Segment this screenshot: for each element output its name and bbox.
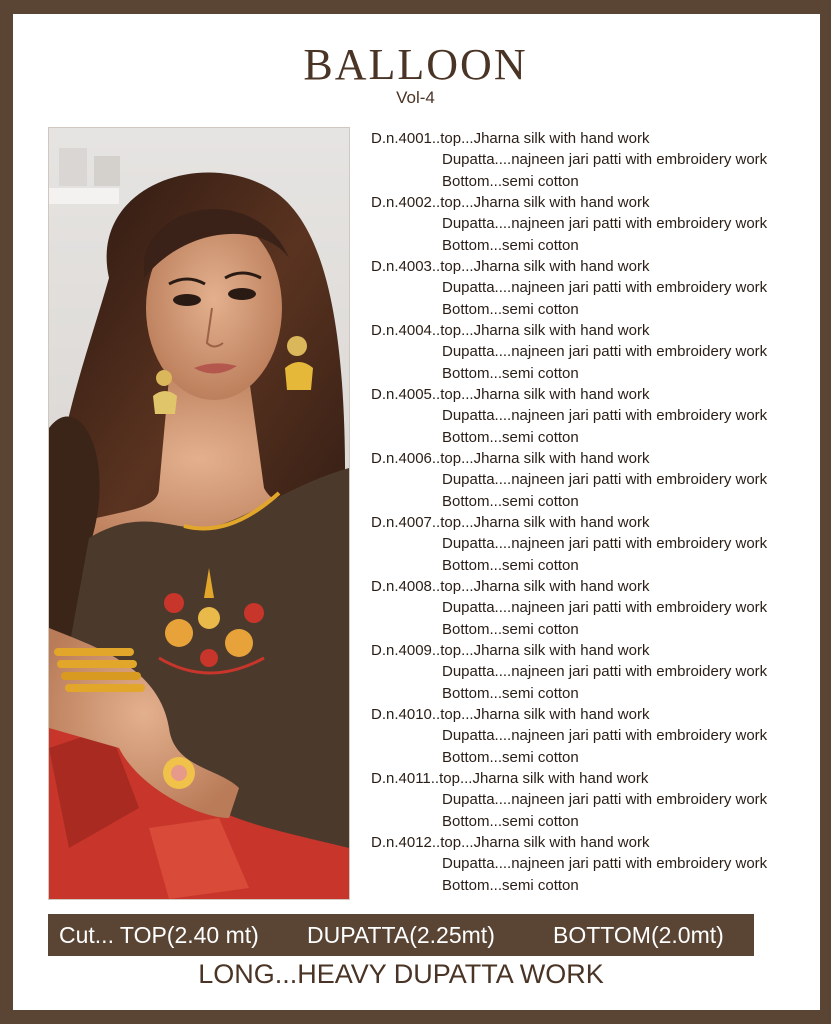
volume-label: Vol-4 bbox=[396, 88, 435, 107]
design-entry bbox=[371, 448, 821, 512]
dupatta-line: Dupatta....najneen jari patti with embroidery work bbox=[442, 727, 768, 745]
cut-bar bbox=[48, 914, 754, 956]
dupatta-line: Dupatta....najneen jari patti with embroidery work bbox=[442, 599, 768, 617]
bottom-line: Bottom...semi cotton bbox=[442, 812, 579, 830]
cut-top: Cut... TOP(2.40 mt) bbox=[59, 922, 259, 948]
design-entry bbox=[371, 768, 821, 832]
design-entry bbox=[371, 128, 821, 192]
bottom-line: Bottom...semi cotton bbox=[442, 236, 579, 254]
dupatta-line: Dupatta....najneen jari patti with embroidery work bbox=[442, 151, 768, 169]
design-code-line: D.n.4005..top...Jharna silk with hand work bbox=[371, 386, 650, 403]
design-code-line: D.n.4003..top...Jharna silk with hand work bbox=[371, 258, 650, 275]
design-entry bbox=[371, 640, 821, 704]
design-entry bbox=[371, 320, 821, 384]
dupatta-line: Dupatta....najneen jari patti with embroidery work bbox=[442, 663, 768, 681]
dupatta-line: Dupatta....najneen jari patti with embroidery work bbox=[442, 215, 768, 233]
dupatta-line: Dupatta....najneen jari patti with embroidery work bbox=[442, 343, 768, 361]
design-code-line: D.n.4012..top...Jharna silk with hand work bbox=[371, 834, 650, 851]
design-entry bbox=[371, 704, 821, 768]
bottom-line: Bottom...semi cotton bbox=[442, 620, 579, 638]
bottom-line: Bottom...semi cotton bbox=[442, 876, 579, 894]
dupatta-line: Dupatta....najneen jari patti with embroidery work bbox=[442, 791, 768, 809]
bottom-line: Bottom...semi cotton bbox=[442, 684, 579, 702]
bottom-line: Bottom...semi cotton bbox=[442, 300, 579, 318]
design-code-line: D.n.4006..top...Jharna silk with hand work bbox=[371, 450, 650, 467]
bottom-line: Bottom...semi cotton bbox=[442, 748, 579, 766]
design-code-line: D.n.4004..top...Jharna silk with hand work bbox=[371, 322, 650, 339]
design-code-line: D.n.4011..top...Jharna silk with hand work bbox=[371, 770, 649, 787]
design-list bbox=[371, 128, 821, 896]
design-entry bbox=[371, 512, 821, 576]
design-code-line: D.n.4009..top...Jharna silk with hand work bbox=[371, 642, 650, 659]
bottom-line: Bottom...semi cotton bbox=[442, 428, 579, 446]
design-entry bbox=[371, 192, 821, 256]
dupatta-line: Dupatta....najneen jari patti with embroidery work bbox=[442, 471, 768, 489]
dupatta-line: Dupatta....najneen jari patti with embroidery work bbox=[442, 535, 768, 553]
bottom-line: Bottom...semi cotton bbox=[442, 172, 579, 190]
design-code-line: D.n.4010..top...Jharna silk with hand work bbox=[371, 706, 650, 723]
design-entry bbox=[371, 384, 821, 448]
design-code-line: D.n.4008..top...Jharna silk with hand work bbox=[371, 578, 650, 595]
cut-bottom: BOTTOM(2.0mt) bbox=[553, 922, 724, 948]
design-entry bbox=[371, 576, 821, 640]
dupatta-line: Dupatta....najneen jari patti with embroidery work bbox=[442, 855, 768, 873]
model-photo bbox=[48, 127, 350, 900]
design-entry bbox=[371, 832, 821, 896]
brand-title: BALLOON bbox=[303, 40, 528, 89]
bottom-line: Bottom...semi cotton bbox=[442, 492, 579, 510]
model-photo-illustration bbox=[49, 128, 349, 899]
footer-tagline: LONG...HEAVY DUPATTA WORK bbox=[198, 959, 604, 989]
design-entry bbox=[371, 256, 821, 320]
bottom-line: Bottom...semi cotton bbox=[442, 364, 579, 382]
design-code-line: D.n.4002..top...Jharna silk with hand work bbox=[371, 194, 650, 211]
dupatta-line: Dupatta....najneen jari patti with embroidery work bbox=[442, 279, 768, 297]
cut-dupatta: DUPATTA(2.25mt) bbox=[307, 922, 495, 948]
bottom-line: Bottom...semi cotton bbox=[442, 556, 579, 574]
design-code-line: D.n.4007..top...Jharna silk with hand work bbox=[371, 514, 650, 531]
dupatta-line: Dupatta....najneen jari patti with embroidery work bbox=[442, 407, 768, 425]
design-code-line: D.n.4001..top...Jharna silk with hand work bbox=[371, 130, 650, 147]
